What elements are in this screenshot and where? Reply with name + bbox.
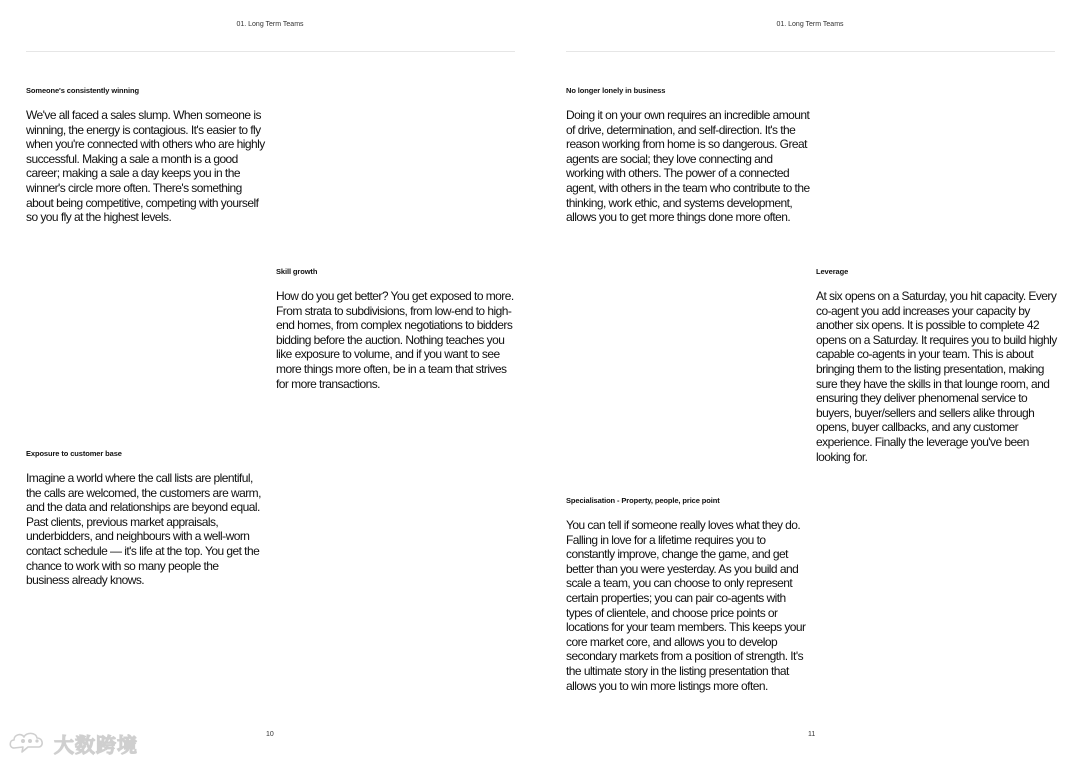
section-heading: Exposure to customer base — [26, 449, 122, 458]
section-heading: Specialisation - Property, people, price point — [566, 496, 720, 505]
page-number: 10 — [266, 731, 274, 738]
section-heading: Someone's consistently winning — [26, 86, 139, 95]
page-number: 11 — [808, 731, 816, 738]
section-body: Imagine a world where the call lists are plentiful, the calls are welcomed, the customers are warm, and the data and relationships are beyond equal. Past clients, previous market appraisals, underbidders, and neighbours with a well-worn contact schedule — it's life at the top. You get the chance to work with so many people the business already knows. — [26, 471, 261, 588]
section-body: We've all faced a sales slump. When someone is winning, the energy is contagious. It's easier to fly when you're connected with others who are highly successful. Making a sale a month is a good career; making a sale a day keeps you in the winner's circle more often. There's something about being competitive, competing with yourself so you fly at the highest levels. — [26, 108, 265, 225]
running-head: 01. Long Term Teams — [236, 21, 304, 28]
right-page — [540, 0, 1080, 764]
running-head: 01. Long Term Teams — [776, 21, 844, 28]
header-divider — [26, 51, 515, 52]
section-body: Doing it on your own requires an incredible amount of drive, determination, and self-direction. It's the reason working from home is so dangerous. Great agents are social; they love connecting and working with others. The power of a connected agent, with others in the team who contribute to the thinking, work ethic, and systems development, allows you to get more things done more often. — [566, 108, 810, 225]
section-heading: Skill growth — [276, 267, 318, 276]
header-divider — [566, 51, 1055, 52]
section-body: How do you get better? You get exposed to more. From strata to subdivisions, from low-end to high-end homes, from complex negotiations to bidders bidding before the auction. Nothing teaches you like exposure to volume, and if you want to see more things more often, be in a team that strives for more transactions. — [276, 289, 514, 391]
watermark — [8, 728, 138, 758]
section-body: At six opens on a Saturday, you hit capacity. Every co-agent you add increases your capacity by another six opens. It is possible to complete 42 opens on a Saturday. It requires you to build highly capable co-agents in your team. This is about bringing them to the listing presentation, making sure they have the skills in that lounge room, and ensuring they deliver phenomenal service to buyers, buyer/sellers and sellers alike through opens, buyer callbacks, and any customer experience. Finally the leverage you've been looking for. — [816, 289, 1057, 464]
section-body: You can tell if someone really loves what they do. Falling in love for a lifetime requires you to constantly improve, change the game, and get better than you were yesterday. As you build and scale a team, you can choose to only represent certain properties; you can pair co-agents with types of clientele, and choose price points or locations for your team members. This keeps your core market core, and allows you to develop secondary markets from a position of strength. It's the ultimate story in the listing presentation that allows you to win more listings more often. — [566, 518, 806, 693]
watermark-text: 大数跨境 — [54, 732, 138, 757]
section-leverage — [816, 267, 1060, 464]
section-skill-growth — [276, 267, 516, 391]
section-specialisation — [566, 496, 812, 693]
cloud-bubble-icon — [8, 728, 48, 759]
section-heading: Leverage — [816, 267, 849, 276]
section-no-longer-lonely — [566, 86, 811, 225]
section-exposure-to-customer-base — [26, 449, 262, 588]
section-someones-consistently-winning — [26, 86, 271, 225]
section-heading: No longer lonely in business — [566, 86, 666, 95]
